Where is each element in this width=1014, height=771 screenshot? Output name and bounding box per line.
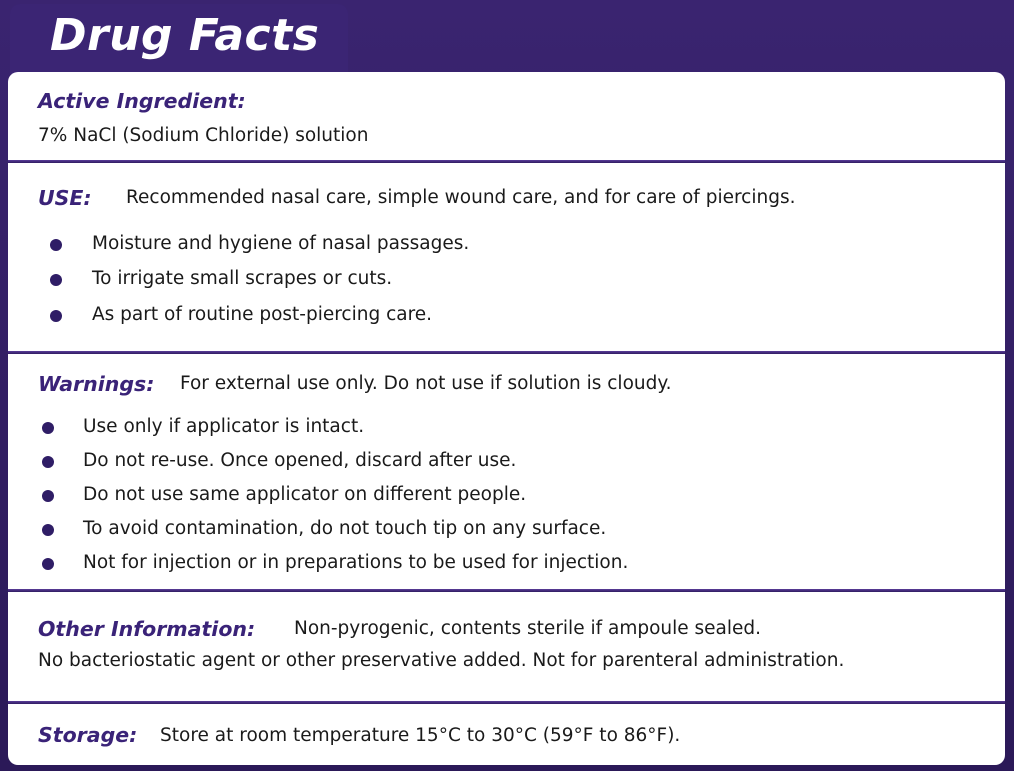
bullet-icon bbox=[50, 239, 62, 251]
other-info-heading: Other Information: bbox=[38, 617, 256, 641]
section-divider bbox=[8, 351, 1005, 354]
warning-item: To avoid contamination, do not touch tip on any surface. bbox=[83, 518, 607, 539]
use-heading: USE: bbox=[38, 186, 92, 210]
warnings-heading: Warnings: bbox=[38, 372, 155, 396]
section-divider bbox=[8, 160, 1005, 163]
active-ingredient-heading: Active Ingredient: bbox=[38, 89, 246, 113]
bullet-icon bbox=[42, 422, 54, 434]
warning-item: Use only if applicator is intact. bbox=[83, 416, 365, 437]
warning-item: Do not re-use. Once opened, discard after use. bbox=[83, 450, 517, 471]
drug-facts-panel bbox=[8, 72, 1005, 765]
active-ingredient-text: 7% NaCl (Sodium Chloride) solution bbox=[38, 125, 369, 146]
section-divider bbox=[8, 701, 1005, 704]
bullet-icon bbox=[50, 274, 62, 286]
section-divider bbox=[8, 589, 1005, 592]
bullet-icon bbox=[42, 524, 54, 536]
storage-text: Store at room temperature 15°C to 30°C (59°F to 86°F). bbox=[160, 725, 681, 746]
use-item: Moisture and hygiene of nasal passages. bbox=[92, 233, 470, 254]
bullet-icon bbox=[50, 310, 62, 322]
other-info-text: Non-pyrogenic, contents sterile if ampoule sealed. bbox=[294, 618, 762, 639]
bullet-icon bbox=[42, 490, 54, 502]
use-item: As part of routine post-piercing care. bbox=[92, 304, 433, 325]
bullet-icon bbox=[42, 456, 54, 468]
title-tab bbox=[10, 4, 348, 74]
storage-heading: Storage: bbox=[38, 723, 138, 747]
warning-item: Not for injection or in preparations to be used for injection. bbox=[83, 552, 629, 573]
bullet-icon bbox=[42, 558, 54, 570]
use-text: Recommended nasal care, simple wound care, and for care of piercings. bbox=[126, 187, 796, 208]
warnings-text: For external use only. Do not use if solution is cloudy. bbox=[180, 373, 672, 394]
warning-item: Do not use same applicator on different people. bbox=[83, 484, 527, 505]
page-title: Drug Facts bbox=[50, 10, 320, 61]
other-info-text-2: No bacteriostatic agent or other preservative added. Not for parenteral administration. bbox=[38, 650, 845, 671]
use-item: To irrigate small scrapes or cuts. bbox=[92, 268, 393, 289]
